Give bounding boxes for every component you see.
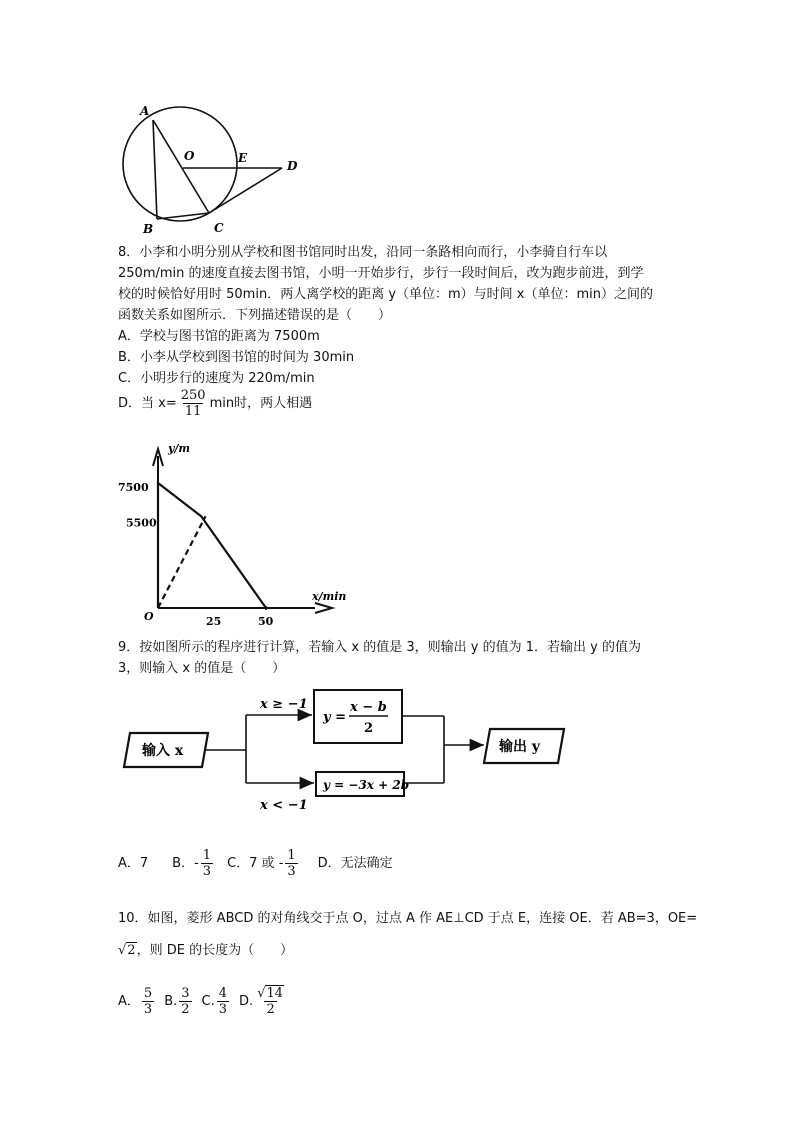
- q10-option-d-fraction: [255, 986, 286, 1017]
- q9-option-b-denominator: 3: [202, 864, 212, 879]
- q10-option-c-prefix: C.: [201, 993, 215, 1009]
- q10-option-a-numerator: 5: [143, 986, 153, 1001]
- q9-line-2: 3，则输入 x 的值是（ ）: [118, 661, 286, 676]
- q10-line-2-suffix: ，则 DE 的长度为（ ）: [136, 943, 294, 958]
- formula-top-denominator: 2: [364, 721, 374, 736]
- q8-line-3: 校的时候恰好用时 50min．两人离学校的距离 y（单位：m）与时间 x（单位：min）之间的: [118, 287, 654, 302]
- q9-line-1: 9．按如图所示的程序进行计算，若输入 x 的值是 3，则输出 y 的值为 1．若输出 y 的值为: [118, 640, 641, 655]
- segment-ac: [153, 120, 209, 213]
- q8-option-b: B．小李从学校到图书馆的时间为 30min: [118, 350, 355, 365]
- label-b: B: [143, 222, 154, 236]
- q10-option-d-radicand: 14: [266, 986, 284, 1001]
- q10-option-c-numerator: 4: [218, 986, 228, 1001]
- q9-option-b-numerator: 1: [202, 848, 212, 863]
- label-a: A: [140, 104, 150, 118]
- q9-option-b-prefix: B．-: [172, 855, 199, 871]
- formula-bottom: y = −3x + 2b: [323, 778, 410, 792]
- q9-option-c-fraction: [285, 848, 297, 879]
- q10-option-d-denominator: 2: [266, 1002, 275, 1017]
- q10-line-2: [118, 941, 293, 961]
- q8-option-d-numerator: 250: [180, 388, 206, 403]
- origin-label: O: [144, 610, 154, 623]
- circle-figure: [110, 96, 310, 236]
- q8-line-4: 函数关系如图所示．下列描述错误的是（ ）: [118, 308, 392, 323]
- q10-sqrt-radicand: 2: [127, 943, 136, 958]
- q9-option-c-denominator: 3: [287, 864, 296, 879]
- label-o: O: [184, 149, 195, 163]
- q10-line-1: 10．如图，菱形 ABCD 的对角线交于点 O，过点 A 作 AE⊥CD 于点 E，连接 OE．若 AB=3，OE=: [118, 911, 698, 926]
- segment-cd: [209, 168, 282, 213]
- q10-option-b-fraction: [179, 986, 191, 1017]
- condition-bottom: x < −1: [260, 798, 308, 813]
- q9-options: [118, 848, 393, 879]
- q9-option-c-prefix: C．7 或 -: [227, 855, 284, 871]
- q8-option-d-suffix: min时，两人相遇: [209, 395, 313, 411]
- x-tick-label-25: 25: [206, 615, 222, 628]
- q10-option-a-fraction: [142, 986, 154, 1017]
- formula-top-lhs: y =: [323, 710, 346, 725]
- q10-option-b-prefix: B.: [164, 993, 178, 1009]
- y-tick-label-5500: 5500: [126, 516, 157, 530]
- q8-line-1: 8．小李和小明分别从学校和图书馆同时出发，沿同一条路相向而行，小李骑自行车以: [118, 245, 608, 260]
- q9-option-a: A．7: [118, 855, 149, 871]
- q10-option-c-denominator: 3: [218, 1002, 228, 1017]
- q8-option-d-prefix: D．当 x=: [118, 395, 177, 411]
- segment-bc: [157, 213, 209, 219]
- y-tick-label-7500: 7500: [118, 481, 149, 494]
- label-e: E: [238, 151, 248, 165]
- x-axis-label: x/min: [312, 590, 347, 603]
- q10-option-c-fraction: [217, 986, 229, 1017]
- label-d: D: [287, 159, 298, 173]
- program-flowchart: [118, 683, 578, 818]
- q10-sqrt: √2: [118, 943, 136, 958]
- y-axis-label: y/m: [168, 442, 191, 455]
- x-axis-arrow: [315, 603, 332, 613]
- q10-option-d-prefix: D.: [239, 993, 254, 1009]
- q8-option-d-fraction: [179, 388, 208, 419]
- q10-option-a-prefix: A．: [118, 993, 140, 1009]
- q10-option-b-numerator: 3: [181, 986, 190, 1001]
- q8-option-d-denominator: 11: [184, 404, 202, 419]
- segment-ab: [153, 120, 157, 219]
- series-line-dashed: [158, 516, 206, 608]
- q10-options: [118, 986, 288, 1017]
- q10-option-a-denominator: 3: [143, 1002, 153, 1017]
- input-label: 输入 x: [142, 743, 184, 759]
- q9-option-c-numerator: 1: [287, 848, 296, 863]
- formula-top-numerator: x − b: [350, 700, 387, 715]
- condition-top: x ≥ −1: [260, 697, 308, 712]
- q9-option-b-fraction: [201, 848, 213, 879]
- q9-option-d: D．无法确定: [317, 855, 393, 871]
- q8-option-c: C．小明步行的速度为 220m/min: [118, 371, 315, 386]
- q10-option-b-denominator: 2: [181, 1002, 190, 1017]
- x-tick-label-50: 50: [258, 615, 274, 628]
- distance-time-chart: [110, 438, 360, 628]
- q8-option-d: [118, 388, 312, 419]
- q8-line-2: 250m/min 的速度直接去图书馆，小明一开始步行，步行一段时间后，改为跑步前进，到学: [118, 266, 644, 281]
- series-line-solid: [158, 483, 266, 608]
- output-label: 输出 y: [499, 739, 541, 755]
- q8-option-a: A．学校与图书馆的距离为 7500m: [118, 329, 320, 344]
- label-c: C: [214, 221, 224, 235]
- q10-option-d-numerator: √14: [257, 986, 284, 1001]
